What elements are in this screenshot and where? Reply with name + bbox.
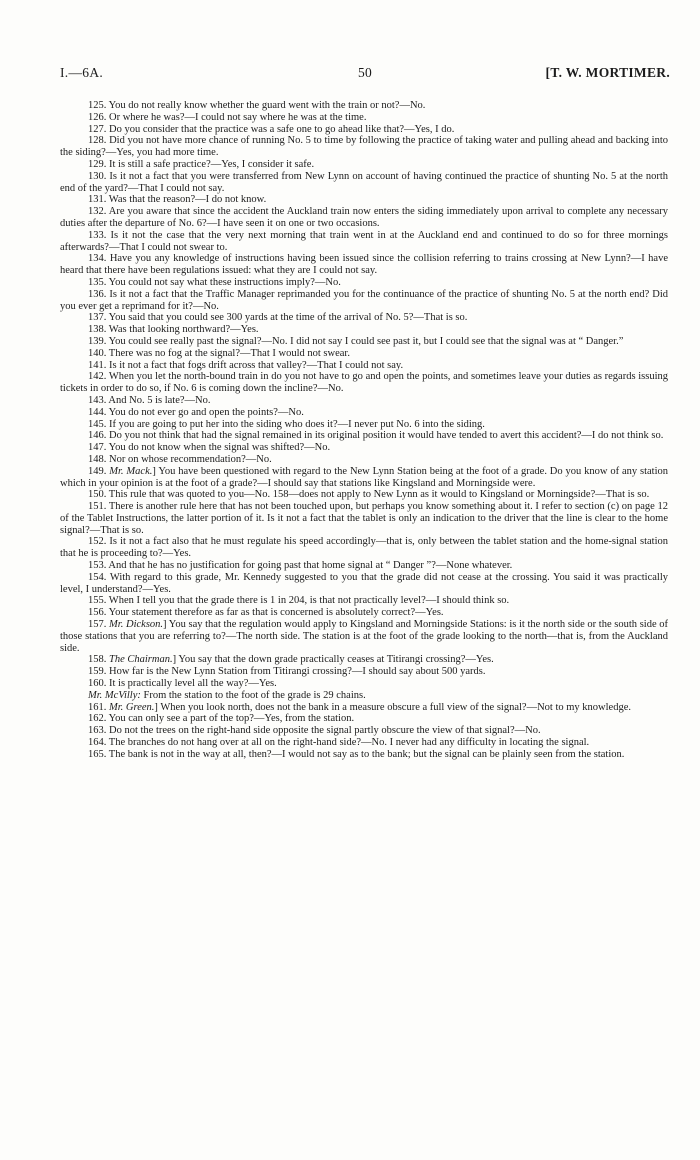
paragraph-text: 136. Is it not a fact that the Traffic Manager reprimanded you for the continuance of the practice of shunting No. 5 at the north end? Did you ever get a reprimand for it?—No. [60,288,668,312]
testimony-paragraph [60,678,668,690]
page-header [60,65,670,85]
paragraph-text: 133. Is it not the case that the very next morning that train went in at the Auckland end and continued to do so for three mornings afterwards?—That I could not swear to. [60,229,668,253]
testimony-paragraph [60,419,668,431]
testimony-paragraph [60,690,668,702]
testimony-paragraph [60,430,668,442]
paragraph-text: 152. Is it not a fact also that he must regulate his speed accordingly—that is, only between the tablet station and the home-signal station that he is proceeding to?—Yes. [60,536,668,560]
paragraph-text: 137. You said that you could see 300 yards at the time of the arrival of No. 5?—That is so. [88,312,468,324]
testimony-paragraph [60,654,668,666]
paragraph-text: 135. You could not say what these instructions imply?—No. [88,276,341,288]
paragraph-text: ] You have been questioned with regard to the New Lynn Station being at the foot of a grade. Do you know of any station which in your opinion is at the foot of a grade?—I should say that stations like Kingsland and Morningside were. [60,465,668,489]
paragraph-text: 165. The bank is not in the way at all, then?—I would not say as to the bank; but the signal can be plainly seen from the station. [88,748,625,760]
paragraph-text: 162. You can only see a part of the top?—Yes, from the station. [88,713,355,725]
question-number: 157. [88,619,110,631]
testimony-paragraph [60,194,668,206]
paragraph-text: 159. How far is the New Lynn Station from Titirangi crossing?—I should say about 500 yards. [88,666,486,678]
question-number: 161. [88,701,109,713]
testimony-paragraph [60,702,668,714]
speaker-name: The Chairman. [109,654,173,666]
testimony-paragraph [60,442,668,454]
testimony-paragraph [60,159,668,171]
testimony-paragraph [60,619,668,654]
paragraph-text: 129. It is still a safe practice?—Yes, I consider it safe. [88,158,315,170]
paragraph-text: ] When you look north, does not the bank in a measure obscure a full view of the signal?—Not to my knowledge. [154,701,631,713]
paragraph-text: 163. Do not the trees on the right-hand side opposite the signal partly obscure the view of that signal?—No. [88,725,541,737]
testimony-paragraph [60,666,668,678]
paragraph-text: 153. And that he has no justification for going past that home signal at “ Danger ”?—None whatever. [88,560,513,572]
paragraph-text: 139. You could see really past the signal?—No. I did not say I could see past it, but I could see that the signal was at “ Danger.” [88,335,624,347]
paragraph-text: 125. You do not really know whether the guard went with the train or not?—No. [88,100,426,111]
testimony-paragraph [60,713,668,725]
speaker-name: Mr. Dickson. [109,619,164,631]
paragraph-text: 130. Is it not a fact that you were transferred from New Lynn on account of having continued the practice of shunting No. 5 at the north end of the yard?—That I could not say. [60,170,668,194]
testimony-paragraph [60,725,668,737]
testimony-paragraph [60,572,668,596]
testimony-paragraph [60,395,668,407]
testimony-body [60,100,668,761]
paragraph-text: 142. When you let the north-bound train in do you not have to go and open the points, and sometimes leave your duties as regards issuing tickets in order to do so, if No. 6 is coming down the incline?—No. [60,371,668,395]
paragraph-text: 131. Was that the reason?—I do not know. [88,194,267,206]
paragraph-text: 140. There was no fog at the signal?—That I would not swear. [88,347,350,359]
paragraph-text: 138. Was that looking northward?—Yes. [88,324,259,336]
paragraph-text: 147. You do not know when the signal was shifted?—No. [88,442,331,454]
paragraph-text: 127. Do you consider that the practice was a safe one to go ahead like that?—Yes, I do. [88,123,455,135]
paragraph-text: ] You say that the regulation would apply to Kingsland and Morningside Stations: is it the north side or the south side of those stations that you are referring to?—The north side. The station is at the foot of the grade looking to the north—that is, from the Auckland side. [60,619,669,654]
testimony-paragraph [60,360,668,372]
paragraph-text: 146. Do you not think that had the signal remained in its original position it would have tended to avert this accident?—I do not think so. [88,430,664,442]
testimony-paragraph [60,336,668,348]
testimony-paragraph [60,171,668,195]
testimony-paragraph [60,253,668,277]
paragraph-text: From the station to the foot of the grade is 29 chains. [140,689,366,701]
paragraph-text: 143. And No. 5 is late?—No. [88,394,211,406]
testimony-paragraph [60,607,668,619]
testimony-paragraph [60,371,668,395]
paragraph-text: 156. Your statement therefore as far as that is concerned is absolutely correct?—Yes. [88,607,444,619]
testimony-paragraph [60,595,668,607]
testimony-paragraph [60,348,668,360]
paragraph-text: 154. With regard to this grade, Mr. Kennedy suggested to you that the grade did not cease at the crossing. You said it was practically level, I understand?—Yes. [60,571,668,595]
page-number: 50 [357,65,373,80]
paragraph-text: 126. Or where he was?—I could not say where he was at the time. [88,111,367,123]
testimony-paragraph [60,324,668,336]
testimony-paragraph [60,100,668,112]
paragraph-text: 144. You do not ever go and open the points?—No. [88,406,304,418]
paragraph-text: 148. Nor on whose recommendation?—No. [88,453,272,465]
paragraph-text: 141. Is it not a fact that fogs drift across that valley?—That I could not say. [88,359,404,371]
paragraph-text: 132. Are you aware that since the accident the Auckland train now enters the siding immediately upon arrival to complete any necessary duties after the departure of No. 6?—I have seen it on one or two occasions. [60,206,668,229]
testimony-paragraph [60,536,668,560]
testimony-paragraph [60,289,668,313]
paragraph-text: 160. It is practically level all the way?—Yes. [88,678,277,690]
testimony-paragraph [60,501,668,536]
paragraph-text: ] You say that the down grade practically ceases at Titirangi crossing?—Yes. [172,654,494,666]
witness-name: [T. W. MORTIMER. [545,65,670,80]
speaker-name: Mr. Green. [109,701,155,713]
testimony-paragraph [60,230,668,254]
paragraph-text: 155. When I tell you that the grade there is 1 in 204, is that not practically level?—I should think so. [88,595,510,607]
testimony-paragraph [60,737,668,749]
testimony-paragraph [60,206,668,230]
testimony-paragraph [60,312,668,324]
paragraph-text: 128. Did you not have more chance of running No. 5 to time by following the practice of taking water and pulling ahead and backing into the siding?—Yes, you had more time. [60,135,668,159]
testimony-paragraph [60,124,668,136]
paragraph-text: 164. The branches do not hang over at all on the right-hand side?—No. I never had any difficulty in locating the signal. [88,737,590,749]
testimony-paragraph [60,277,668,289]
testimony-paragraph [60,749,668,761]
testimony-paragraph [60,112,668,124]
question-number: 149. [88,465,110,477]
question-number: 158. [88,654,109,666]
testimony-paragraph [60,489,668,501]
testimony-paragraph [60,407,668,419]
paragraph-text: 150. This rule that was quoted to you—No. 158—does not apply to New Lynn as it would to Kingsland or Morningside?—That is so. [88,489,650,501]
speaker-name: Mr. McVilly: [88,689,141,701]
testimony-paragraph [60,454,668,466]
report-reference: I.—6A. [60,65,104,80]
paragraph-text: 134. Have you any knowledge of instructions having been issued since the collision referring to trains crossing at New Lynn?—I have heard that there have been regulations issued: what they are I could not say. [60,253,668,277]
testimony-paragraph [60,135,668,159]
paragraph-text: 145. If you are going to put her into the siding who does it?—I never put No. 6 into the siding. [88,418,485,430]
speaker-name: Mr. Mack. [109,465,153,477]
testimony-paragraph [60,560,668,572]
testimony-paragraph [60,466,668,490]
paragraph-text: 151. There is another rule here that has not been touched upon, but perhaps you know something about it. I refer to section (c) on page 12 of the Tablet Instructions, the latter portion of it. Is it not a fact that the tablet is only an indication to the driver that the line is clear to the home signal?—That is so. [60,501,668,536]
